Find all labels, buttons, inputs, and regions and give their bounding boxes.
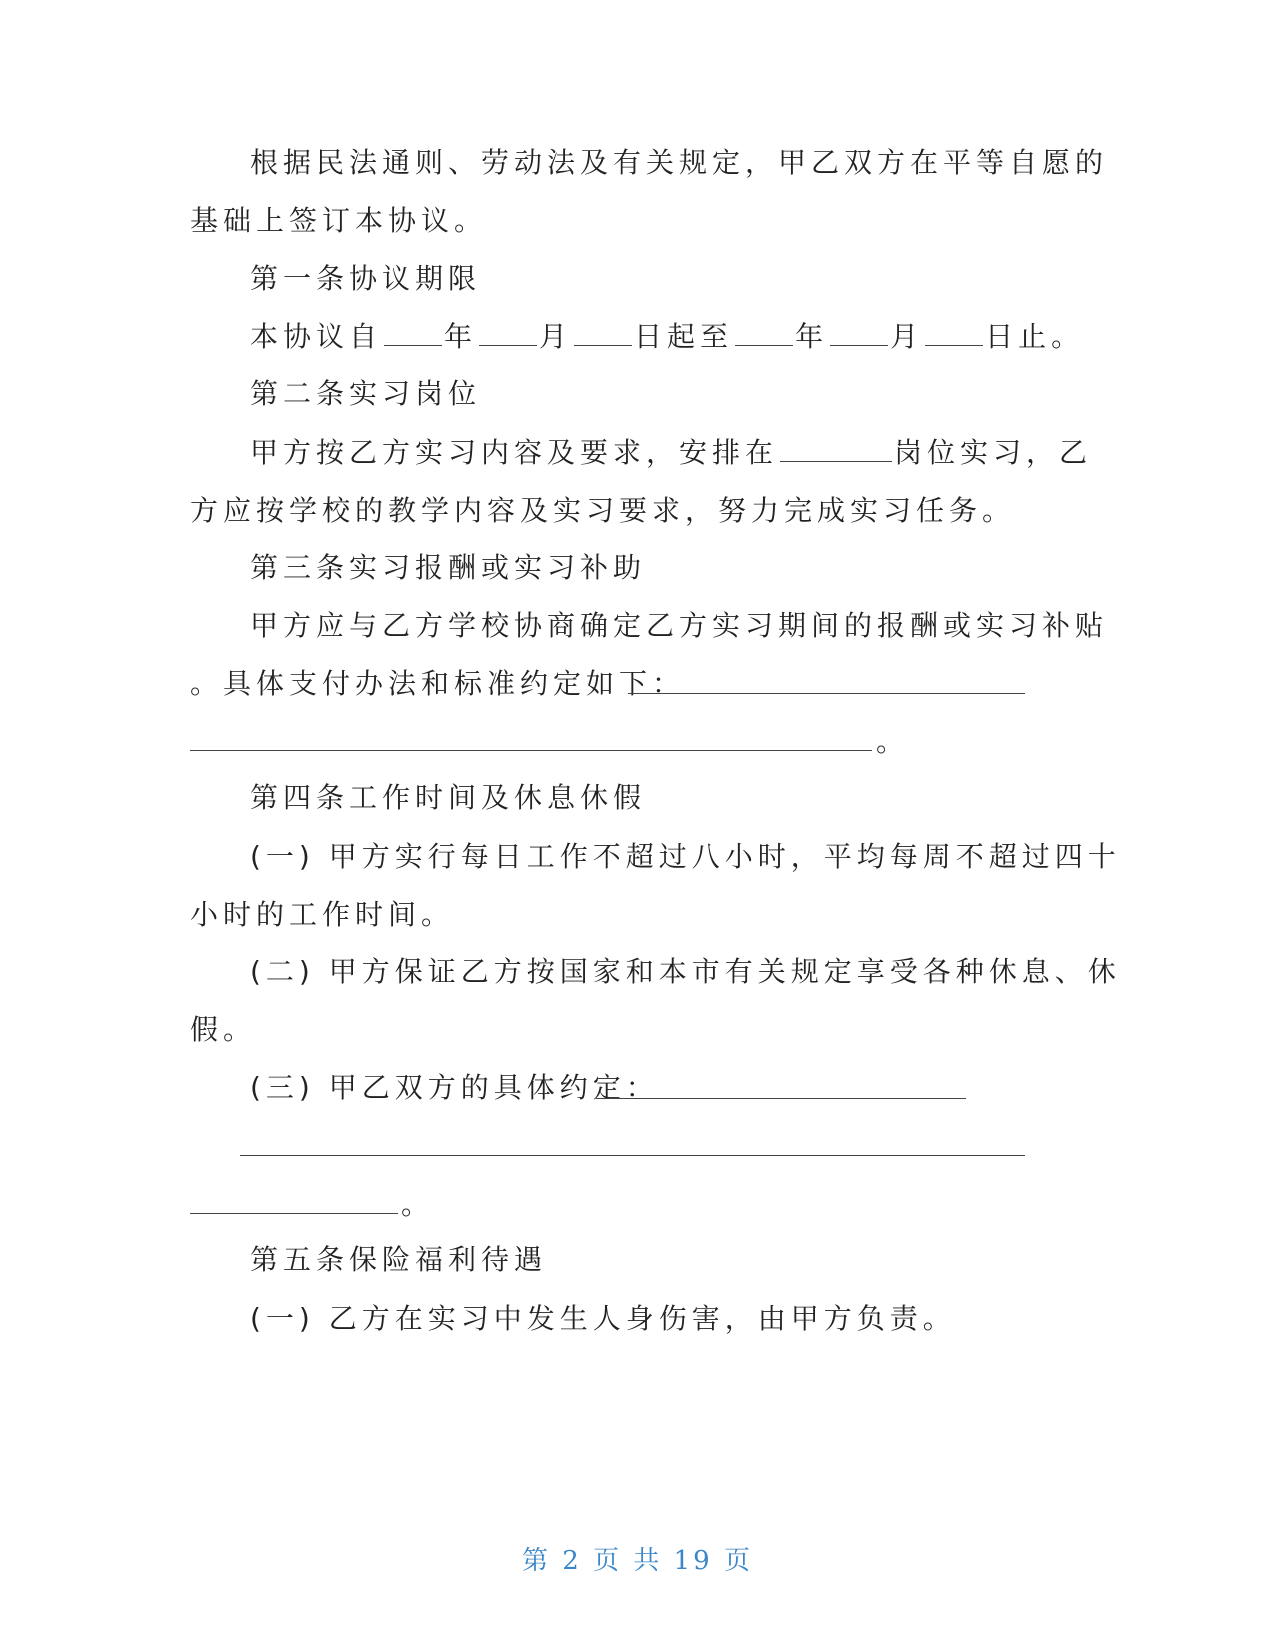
blank-start-month	[479, 319, 537, 346]
article-3-line-2	[190, 664, 1080, 704]
paragraph-intro-line-2: 基础上签订本协议。	[190, 204, 488, 237]
art1-text-3: 日起至	[634, 320, 734, 353]
article-5-title: 第五条保险福利待遇	[250, 1243, 548, 1276]
article-1-title: 第一条协议期限	[250, 262, 482, 295]
article-3-line-1: 甲方应与乙方学校协商确定乙方实习期间的报酬或实习补贴	[250, 609, 1109, 642]
article-4-item-1-line-1: (一) 甲方实行每日工作不超过八小时，平均每周不超过四十	[250, 840, 1121, 873]
art4-item3-text: (三) 甲乙双方的具体约定：	[250, 1071, 659, 1104]
article-4-item-1-line-2: 小时的工作时间。	[190, 898, 455, 931]
art2-text-b: 岗位实习，乙	[894, 436, 1093, 469]
article-4-item-2-line-1: (二) 甲方保证乙方按国家和本市有关规定享受各种休息、休	[250, 955, 1121, 988]
article-4-item-3-end: 。	[401, 1188, 435, 1221]
blank-end-day	[925, 319, 983, 346]
article-5-item-1: (一) 乙方在实习中发生人身伤害，由甲方负责。	[250, 1302, 956, 1335]
art1-text-5: 月	[890, 320, 924, 353]
art3-text-payment: 。具体支付办法和标准约定如下：	[190, 667, 686, 700]
article-4-title: 第四条工作时间及休息休假	[250, 781, 647, 814]
blank-agreement-line-3	[190, 1213, 398, 1214]
art2-text-a: 甲方按乙方实习内容及要求，安排在	[250, 436, 779, 469]
article-2-line-2: 方应按学校的教学内容及实习要求，努力完成实习任务。	[190, 494, 1016, 527]
blank-end-month	[830, 319, 888, 346]
blank-start-day	[574, 319, 632, 346]
blank-agreement-line-1	[596, 1098, 966, 1099]
blank-start-year	[384, 319, 442, 346]
blank-position	[780, 435, 892, 462]
page-number-footer: 第 2 页 共 19 页	[522, 1546, 753, 1576]
article-3-title: 第三条实习报酬或实习补助	[250, 551, 647, 584]
art1-text-4: 年	[795, 320, 829, 353]
article-2-title: 第二条实习岗位	[250, 377, 482, 410]
article-4-item-2-line-2: 假。	[190, 1013, 257, 1046]
paragraph-intro-line-1: 根据民法通则、劳动法及有关规定，甲乙双方在平等自愿的	[250, 146, 1109, 179]
article-3-line-3-end: 。	[876, 725, 910, 758]
blank-payment-line-2	[190, 750, 872, 751]
blank-agreement-line-2	[240, 1155, 1025, 1156]
art1-text-0: 本协议自	[250, 320, 383, 353]
article-2-line-1	[250, 433, 1140, 473]
article-1-body	[250, 317, 1140, 357]
art1-text-6: 日止。	[985, 320, 1085, 353]
art1-text-1: 年	[444, 320, 478, 353]
art1-text-2: 月	[539, 320, 573, 353]
blank-payment-line-1	[628, 693, 1025, 694]
blank-end-year	[735, 319, 793, 346]
article-4-item-3-line-1	[250, 1068, 1140, 1108]
